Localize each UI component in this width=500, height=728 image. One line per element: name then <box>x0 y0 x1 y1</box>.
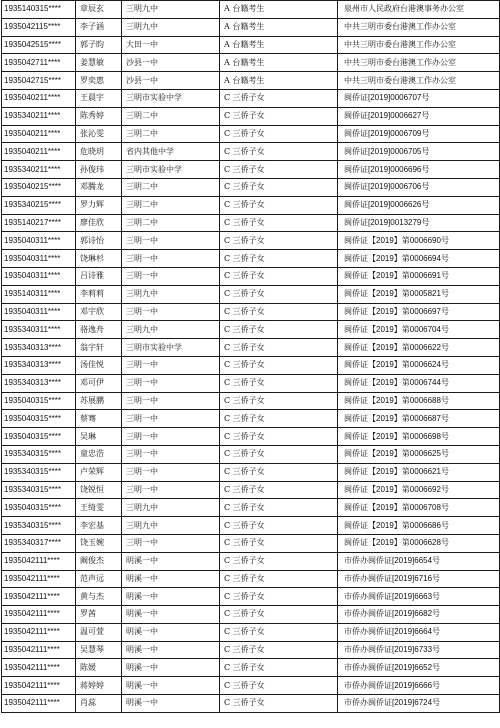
cell-category: C 三侨子女 <box>220 552 338 570</box>
cell-exam-id: 1935040315**** <box>2 499 76 517</box>
cell-exam-id: 1935042111**** <box>2 677 76 695</box>
table-row <box>2 107 500 125</box>
table-row <box>2 125 500 143</box>
cell-category: C 三侨子女 <box>220 232 338 250</box>
table-row <box>2 36 500 54</box>
table-row <box>2 552 500 570</box>
table-row <box>2 161 500 179</box>
cell-category: C 三侨子女 <box>220 250 338 268</box>
cell-category: C 三侨子女 <box>220 339 338 357</box>
cell-exam-id: 1935140311**** <box>2 285 76 303</box>
cell-school: 三明一中 <box>122 481 220 499</box>
cell-school: 三明二中 <box>122 178 220 196</box>
cell-category: C 三侨子女 <box>220 677 338 695</box>
cell-category: C 三侨子女 <box>220 89 338 107</box>
cell-exam-id: 1935042715**** <box>2 72 76 90</box>
cell-certificate: 闽侨证【2019】第0006624号 <box>338 356 500 374</box>
cell-category: C 三侨子女 <box>220 214 338 232</box>
cell-category: C 三侨子女 <box>220 428 338 446</box>
cell-certificate: 闽侨证[2019]0006627号 <box>338 107 500 125</box>
table-row <box>2 89 500 107</box>
table-row <box>2 517 500 535</box>
cell-school: 三明九中 <box>122 1 220 19</box>
cell-student-name: 阚俊杰 <box>76 552 122 570</box>
cell-certificate: 闽侨证[2019]0006626号 <box>338 196 500 214</box>
cell-category: A 台籍考生 <box>220 1 338 19</box>
cell-student-name: 李宏基 <box>76 517 122 535</box>
cell-category: C 三侨子女 <box>220 623 338 641</box>
cell-school: 沙县一中 <box>122 72 220 90</box>
cell-exam-id: 1935042111**** <box>2 623 76 641</box>
cell-school: 三明一中 <box>122 303 220 321</box>
cell-certificate: 闽侨证【2019】第0006692号 <box>338 481 500 499</box>
cell-certificate: 市侨办闽侨证[2019]6733号 <box>338 641 500 659</box>
cell-student-name: 邓宇欣 <box>76 303 122 321</box>
table-row <box>2 677 500 695</box>
cell-certificate: 市侨办闽侨证[2019]6682号 <box>338 606 500 624</box>
cell-school: 三明一中 <box>122 534 220 552</box>
cell-category: C 三侨子女 <box>220 107 338 125</box>
cell-certificate: 闽侨证【2019】第0006688号 <box>338 392 500 410</box>
table-row <box>2 72 500 90</box>
cell-certificate: 闽侨证【2019】第0006697号 <box>338 303 500 321</box>
table-row <box>2 695 500 713</box>
cell-student-name: 蔡骞 <box>76 410 122 428</box>
cell-student-name: 饶玉婉 <box>76 534 122 552</box>
cell-certificate: 市侨办闽侨证[2019]6654号 <box>338 552 500 570</box>
cell-exam-id: 1935042111**** <box>2 570 76 588</box>
cell-category: C 三侨子女 <box>220 178 338 196</box>
cell-category: A 台籍考生 <box>220 72 338 90</box>
cell-category: C 三侨子女 <box>220 499 338 517</box>
cell-student-name: 吕诗雅 <box>76 267 122 285</box>
cell-student-name: 邓可伊 <box>76 374 122 392</box>
cell-certificate: 市侨办闽侨证[2019]6664号 <box>338 623 500 641</box>
table-body <box>2 1 500 713</box>
cell-student-name: 章辰玄 <box>76 1 122 19</box>
table-row <box>2 250 500 268</box>
cell-exam-id: 1935040315**** <box>2 410 76 428</box>
cell-school: 明溪一中 <box>122 695 220 713</box>
cell-exam-id: 1935340211**** <box>2 107 76 125</box>
cell-category: A 台籍考生 <box>220 54 338 72</box>
cell-student-name: 罗奕惠 <box>76 72 122 90</box>
cell-category: C 三侨子女 <box>220 534 338 552</box>
cell-certificate: 市侨办闽侨证[2019]6663号 <box>338 588 500 606</box>
cell-exam-id: 1935042111**** <box>2 606 76 624</box>
cell-certificate: 闽侨证【2019】第0006687号 <box>338 410 500 428</box>
table-row <box>2 659 500 677</box>
cell-certificate: 泉州市人民政府台港澳事务办公室 <box>338 1 500 19</box>
cell-exam-id: 1935340211**** <box>2 161 76 179</box>
cell-school: 三明一中 <box>122 445 220 463</box>
cell-school: 沙县一中 <box>122 54 220 72</box>
cell-exam-id: 1935340315**** <box>2 463 76 481</box>
cell-school: 三明九中 <box>122 499 220 517</box>
cell-exam-id: 1935042515**** <box>2 36 76 54</box>
cell-category: C 三侨子女 <box>220 143 338 161</box>
cell-certificate: 闽侨证[2019]0006696号 <box>338 161 500 179</box>
table-row <box>2 534 500 552</box>
cell-exam-id: 1935042111**** <box>2 695 76 713</box>
cell-school: 三明市实验中学 <box>122 89 220 107</box>
cell-student-name: 吴琳 <box>76 428 122 446</box>
cell-exam-id: 1935040211**** <box>2 89 76 107</box>
cell-exam-id: 1935040311**** <box>2 267 76 285</box>
cell-category: C 三侨子女 <box>220 196 338 214</box>
cell-school: 明溪一中 <box>122 641 220 659</box>
cell-student-name: 罗茜 <box>76 606 122 624</box>
cell-exam-id: 1935340315**** <box>2 445 76 463</box>
cell-certificate: 闽侨证【2019】第0006625号 <box>338 445 500 463</box>
cell-student-name: 邓腾龙 <box>76 178 122 196</box>
cell-student-name: 陈媛 <box>76 659 122 677</box>
cell-category: C 三侨子女 <box>220 606 338 624</box>
cell-exam-id: 1935040311**** <box>2 250 76 268</box>
cell-student-name: 卢荣辉 <box>76 463 122 481</box>
cell-certificate: 闽侨证[2019]0006706号 <box>338 178 500 196</box>
cell-student-name: 饶琳杉 <box>76 250 122 268</box>
table-row <box>2 232 500 250</box>
cell-student-name: 李子涵 <box>76 18 122 36</box>
cell-student-name: 陈秀婷 <box>76 107 122 125</box>
cell-category: C 三侨子女 <box>220 641 338 659</box>
cell-student-name: 饶锐恒 <box>76 481 122 499</box>
cell-student-name: 苏展鹏 <box>76 392 122 410</box>
cell-certificate: 闽侨证【2019】第0006691号 <box>338 267 500 285</box>
cell-student-name: 肖蕊 <box>76 695 122 713</box>
cell-school: 明溪一中 <box>122 659 220 677</box>
table-row <box>2 196 500 214</box>
cell-certificate: 闽侨证【2019】第0005821号 <box>338 285 500 303</box>
cell-school: 三明一中 <box>122 463 220 481</box>
cell-exam-id: 1935042711**** <box>2 54 76 72</box>
cell-certificate: 闽侨证【2019】第0006704号 <box>338 321 500 339</box>
cell-exam-id: 1935040211**** <box>2 143 76 161</box>
cell-exam-id: 1935042111**** <box>2 641 76 659</box>
cell-certificate: 闽侨证[2019]0013279号 <box>338 214 500 232</box>
cell-exam-id: 1935340315**** <box>2 517 76 535</box>
cell-category: C 三侨子女 <box>220 321 338 339</box>
table-row <box>2 285 500 303</box>
cell-school: 大田一中 <box>122 36 220 54</box>
cell-student-name: 翁宇轩 <box>76 339 122 357</box>
cell-exam-id: 1935042111**** <box>2 659 76 677</box>
cell-exam-id: 1935040215**** <box>2 178 76 196</box>
cell-certificate: 闽侨证【2019】第0006690号 <box>338 232 500 250</box>
cell-certificate: 中共三明市委台港澳工作办公室 <box>338 54 500 72</box>
table-row <box>2 428 500 446</box>
cell-school: 三明市实验中学 <box>122 339 220 357</box>
cell-category: C 三侨子女 <box>220 463 338 481</box>
cell-student-name: 孙俊玮 <box>76 161 122 179</box>
cell-student-name: 童忠浩 <box>76 445 122 463</box>
cell-certificate: 闽侨证【2019】第0006698号 <box>338 428 500 446</box>
cell-student-name: 吴慧琴 <box>76 641 122 659</box>
cell-exam-id: 1935042111**** <box>2 588 76 606</box>
cell-school: 明溪一中 <box>122 677 220 695</box>
cell-school: 三明九中 <box>122 285 220 303</box>
cell-category: C 三侨子女 <box>220 481 338 499</box>
cell-student-name: 黄与杰 <box>76 588 122 606</box>
table-row <box>2 445 500 463</box>
cell-school: 三明一中 <box>122 374 220 392</box>
cell-certificate: 闽侨证[2019]0006707号 <box>338 89 500 107</box>
cell-category: C 三侨子女 <box>220 356 338 374</box>
cell-certificate: 闽侨证[2019]0006709号 <box>338 125 500 143</box>
cell-category: A 台籍考生 <box>220 18 338 36</box>
cell-school: 明溪一中 <box>122 552 220 570</box>
table-row <box>2 374 500 392</box>
cell-certificate: 闽侨证【2019】第0006744号 <box>338 374 500 392</box>
cell-school: 三明一中 <box>122 250 220 268</box>
cell-school: 三明市实验中学 <box>122 161 220 179</box>
cell-school: 三明一中 <box>122 232 220 250</box>
cell-exam-id: 1935042111**** <box>2 552 76 570</box>
cell-school: 省内其他中学 <box>122 143 220 161</box>
cell-category: C 三侨子女 <box>220 570 338 588</box>
cell-school: 三明一中 <box>122 267 220 285</box>
cell-exam-id: 1935340313**** <box>2 339 76 357</box>
table-row <box>2 1 500 19</box>
table-row <box>2 463 500 481</box>
cell-student-name: 范声远 <box>76 570 122 588</box>
cell-certificate: 闽侨证【2019】第0006694号 <box>338 250 500 268</box>
cell-certificate: 闽侨证[2019]0006705号 <box>338 143 500 161</box>
cell-student-name: 骆逸舟 <box>76 321 122 339</box>
cell-student-name: 张沁雯 <box>76 125 122 143</box>
cell-school: 三明二中 <box>122 125 220 143</box>
table-row <box>2 588 500 606</box>
table-row <box>2 339 500 357</box>
cell-school: 三明一中 <box>122 428 220 446</box>
cell-category: C 三侨子女 <box>220 445 338 463</box>
cell-certificate: 市侨办闽侨证[2019]6666号 <box>338 677 500 695</box>
cell-exam-id: 1935340315**** <box>2 481 76 499</box>
cell-category: C 三侨子女 <box>220 517 338 535</box>
cell-exam-id: 1935140315**** <box>2 1 76 19</box>
table-row <box>2 178 500 196</box>
cell-exam-id: 1935340311**** <box>2 321 76 339</box>
table-row <box>2 623 500 641</box>
cell-student-name: 郭诗怡 <box>76 232 122 250</box>
cell-certificate: 中共三明市委台港澳工作办公室 <box>338 36 500 54</box>
cell-certificate: 中共三明市委台港澳工作办公室 <box>338 72 500 90</box>
cell-student-name: 王晨宇 <box>76 89 122 107</box>
cell-school: 三明二中 <box>122 214 220 232</box>
cell-certificate: 市侨办闽侨证[2019]6724号 <box>338 695 500 713</box>
cell-category: C 三侨子女 <box>220 267 338 285</box>
cell-school: 三明九中 <box>122 18 220 36</box>
cell-category: C 三侨子女 <box>220 161 338 179</box>
cell-school: 三明二中 <box>122 107 220 125</box>
cell-school: 明溪一中 <box>122 623 220 641</box>
cell-category: C 三侨子女 <box>220 285 338 303</box>
cell-school: 三明一中 <box>122 356 220 374</box>
table-row <box>2 392 500 410</box>
cell-school: 三明二中 <box>122 196 220 214</box>
cell-school: 三明一中 <box>122 410 220 428</box>
cell-exam-id: 1935340317**** <box>2 534 76 552</box>
cell-certificate: 闽侨证【2019】第0006708号 <box>338 499 500 517</box>
cell-student-name: 李莉莉 <box>76 285 122 303</box>
cell-exam-id: 1935340313**** <box>2 356 76 374</box>
cell-student-name: 廖佳欣 <box>76 214 122 232</box>
cell-student-name: 蒋婷婷 <box>76 677 122 695</box>
cell-category: C 三侨子女 <box>220 588 338 606</box>
cell-student-name: 汤佳悦 <box>76 356 122 374</box>
cell-category: C 三侨子女 <box>220 410 338 428</box>
cell-exam-id: 1935040315**** <box>2 392 76 410</box>
cell-category: C 三侨子女 <box>220 125 338 143</box>
cell-student-name: 危晓玥 <box>76 143 122 161</box>
cell-exam-id: 1935140217**** <box>2 214 76 232</box>
cell-certificate: 市侨办闽侨证[2019]6652号 <box>338 659 500 677</box>
cell-exam-id: 1935040211**** <box>2 125 76 143</box>
table-row <box>2 18 500 36</box>
table-row <box>2 321 500 339</box>
cell-certificate: 闽侨证【2019】第0006686号 <box>338 517 500 535</box>
table-row <box>2 143 500 161</box>
cell-certificate: 中共三明市委台港澳工作办公室 <box>338 18 500 36</box>
cell-category: C 三侨子女 <box>220 392 338 410</box>
cell-certificate: 市侨办闽侨证[2019]6716号 <box>338 570 500 588</box>
cell-exam-id: 1935040311**** <box>2 303 76 321</box>
cell-certificate: 闽侨证【2019】第0006628号 <box>338 534 500 552</box>
table-row <box>2 481 500 499</box>
cell-category: C 三侨子女 <box>220 695 338 713</box>
cell-exam-id: 1935040311**** <box>2 232 76 250</box>
cell-certificate: 闽侨证【2019】第0006621号 <box>338 463 500 481</box>
cell-school: 三明九中 <box>122 517 220 535</box>
table-row <box>2 356 500 374</box>
cell-school: 明溪一中 <box>122 570 220 588</box>
table-row <box>2 606 500 624</box>
cell-exam-id: 1935040315**** <box>2 428 76 446</box>
cell-certificate: 闽侨证【2019】第0006622号 <box>338 339 500 357</box>
cell-category: C 三侨子女 <box>220 303 338 321</box>
table-row <box>2 410 500 428</box>
table-row <box>2 267 500 285</box>
cell-student-name: 郭子昀 <box>76 36 122 54</box>
table-row <box>2 641 500 659</box>
table-row <box>2 570 500 588</box>
cell-school: 明溪一中 <box>122 588 220 606</box>
cell-student-name: 罗力辉 <box>76 196 122 214</box>
cell-school: 明溪一中 <box>122 606 220 624</box>
cell-student-name: 王绮雯 <box>76 499 122 517</box>
table-row <box>2 499 500 517</box>
cell-student-name: 温可萱 <box>76 623 122 641</box>
cell-exam-id: 1935042115**** <box>2 18 76 36</box>
cell-category: C 三侨子女 <box>220 659 338 677</box>
cell-student-name: 姜慧敏 <box>76 54 122 72</box>
student-table <box>1 0 500 713</box>
table-row <box>2 54 500 72</box>
cell-category: C 三侨子女 <box>220 374 338 392</box>
cell-exam-id: 1935340313**** <box>2 374 76 392</box>
cell-category: A 台籍考生 <box>220 36 338 54</box>
table-row <box>2 214 500 232</box>
cell-school: 三明一中 <box>122 392 220 410</box>
table-row <box>2 303 500 321</box>
cell-exam-id: 1935340215**** <box>2 196 76 214</box>
cell-school: 三明九中 <box>122 321 220 339</box>
